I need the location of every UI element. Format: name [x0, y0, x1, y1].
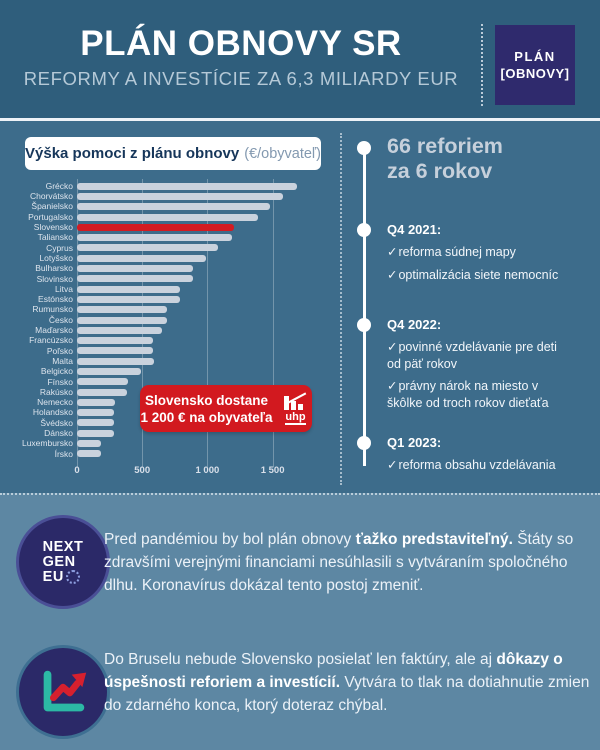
country-label: Rumunsko [32, 304, 73, 315]
country-label: Poľsko [46, 345, 73, 356]
country-label: Grécko [45, 180, 73, 191]
milestone-item-text: povinné vzdelávanie pre deti od päť rokov [387, 340, 557, 371]
country-label: Nemecko [37, 397, 73, 408]
milestone-item [387, 339, 572, 372]
x-tick-label: 500 [134, 465, 151, 477]
bar-chart [12, 181, 347, 479]
chart-title-unit: (€/obyvateľ) [244, 145, 321, 162]
country-label: Litva [55, 283, 73, 294]
chart-row [12, 232, 347, 242]
country-label: Španielsko [31, 201, 73, 212]
milestone-quarter: Q4 2022: [387, 317, 442, 332]
nextgen-eu-logo [16, 515, 110, 609]
check-icon: ✓ [387, 245, 398, 259]
country-label: Maďarsko [35, 325, 73, 336]
chart-bar [77, 255, 206, 262]
chart-title [25, 137, 321, 170]
plan-obnovy-logo [495, 25, 575, 105]
nextgen-eu-text [43, 540, 84, 585]
chart-row [12, 335, 347, 345]
milestone-item [387, 378, 572, 411]
timeline-milestone [352, 317, 567, 417]
milestone-item [387, 244, 572, 261]
x-axis [74, 465, 347, 479]
eu-stars-icon [66, 570, 80, 584]
timeline-dot [357, 318, 371, 332]
country-label: Portugalsko [28, 211, 73, 222]
chart-bar [77, 244, 218, 251]
chart-row [12, 191, 347, 201]
country-label: Česko [48, 314, 73, 325]
nextgen-line2: GEN [42, 553, 76, 570]
nextgen-line1: NEXT [42, 538, 84, 555]
chart-bar [77, 214, 258, 221]
nextgen-line3: EU [42, 568, 64, 585]
country-label: Taliansko [37, 232, 73, 243]
chart-bar [77, 265, 193, 272]
logo-text-line2: [OBNOVY] [500, 66, 570, 81]
line-chart-icon [34, 663, 92, 721]
timeline-heading-line2: za 6 rokov [387, 159, 493, 183]
country-label: Francúzsko [29, 335, 73, 346]
country-label: Rakúsko [39, 386, 73, 397]
country-label: Írsko [54, 448, 73, 459]
timeline-milestone [352, 435, 567, 480]
country-label: Dánsko [44, 428, 73, 439]
chart-row [12, 305, 347, 315]
chart-bar [77, 368, 141, 375]
para1-pre: Pred pandémiou by bol plán obnovy [104, 531, 356, 548]
footer-section [0, 493, 600, 750]
chart-bar [77, 378, 128, 385]
chart-bar [77, 193, 283, 200]
chart-bar [77, 306, 167, 313]
chart-row [12, 315, 347, 325]
reform-timeline [352, 121, 598, 493]
chart-row [12, 294, 347, 304]
page-subtitle: REFORMY A INVESTÍCIE ZA 6,3 MILIARDY EUR [23, 68, 459, 89]
chart-row [12, 202, 347, 212]
x-tick-label: 1 000 [195, 465, 220, 477]
milestone-item [387, 267, 572, 284]
chart-bar [77, 347, 153, 354]
chart-row [12, 366, 347, 376]
milestone-item [387, 457, 572, 474]
timeline-dot [357, 223, 371, 237]
para2-post: Vytvára to tlak na dotiahnutie zmien do zdarného konca, ktorý doteraz chýbal. [104, 674, 590, 714]
chart-bar [77, 337, 153, 344]
slovakia-callout [140, 385, 312, 432]
check-icon: ✓ [387, 379, 398, 393]
timeline-rail [363, 148, 366, 466]
para1-bold: ťažko predstaviteľný. [355, 531, 513, 548]
bar-chart-icon [284, 393, 308, 410]
chart-row [12, 253, 347, 263]
country-label: Chorvátsko [30, 191, 73, 202]
milestone-item-text: právny nárok na miesto v škôlke od troch rokov dieťaťa [387, 379, 549, 410]
timeline-milestone [352, 222, 567, 289]
footer-paragraph-1 [104, 528, 596, 597]
main-section [0, 121, 600, 493]
country-label: Estónsko [38, 294, 73, 305]
country-label: Švédsko [40, 417, 73, 428]
country-label: Luxembursko [21, 438, 73, 449]
country-label: Malta [52, 355, 73, 366]
chart-row [12, 274, 347, 284]
chart-row [12, 356, 347, 366]
check-icon: ✓ [387, 458, 398, 472]
chart-bar [77, 358, 154, 365]
country-label: Holandsko [32, 407, 73, 418]
footer-paragraph-2 [104, 648, 596, 717]
check-icon: ✓ [387, 340, 398, 354]
growth-chart-badge [16, 645, 110, 739]
timeline-heading [387, 134, 503, 184]
chart-bar [77, 183, 297, 190]
chart-row [12, 284, 347, 294]
milestone-quarter: Q1 2023: [387, 435, 442, 450]
chart-bar [77, 317, 167, 324]
chart-bar [77, 399, 115, 406]
chart-row [12, 346, 347, 356]
timeline-dot [357, 141, 371, 155]
milestone-item-text: reforma súdnej mapy [398, 245, 516, 259]
country-label: Cyprus [46, 242, 73, 253]
uhp-logo [280, 393, 312, 425]
page-title: PLÁN OBNOVY SR [80, 24, 402, 63]
callout-line2: 1 200 € na obyvateľa [140, 409, 273, 425]
chart-bar [77, 296, 180, 303]
country-label: Slovinsko [36, 273, 73, 284]
callout-text [140, 392, 272, 426]
para1-post: Štáty so zdravšími verejnými financiami nesúhlasili s vytváraním spoločného dlhu. Koronavírus dokázal tento postoj zmeniť. [104, 531, 574, 594]
header [0, 0, 600, 118]
chart-bar [77, 286, 180, 293]
x-tick-label: 1 500 [260, 465, 285, 477]
chart-row [12, 325, 347, 335]
country-label: Lotyšsko [39, 252, 73, 263]
country-label: Belgicko [40, 366, 73, 377]
chart-row [12, 243, 347, 253]
uhp-logo-text: uhp [285, 410, 306, 423]
chart-bar [77, 203, 270, 210]
chart-bar [77, 327, 162, 334]
chart-row [12, 222, 347, 232]
chart-row [12, 181, 347, 191]
chart-bar [77, 275, 193, 282]
chart-row [12, 449, 347, 459]
country-label: Slovensko [33, 222, 73, 233]
para2-bold: dôkazy o úspešnosti reforiem a investícií. [104, 651, 563, 691]
chart-row [12, 263, 347, 273]
vertical-dotted-divider [340, 133, 342, 485]
header-text [0, 24, 482, 90]
country-label: Bulharsko [35, 263, 73, 274]
milestone-item-text: optimalizácia siete nemocníc [398, 267, 559, 282]
chart-bar [77, 234, 232, 241]
milestone-item-text: reforma obsahu vzdelávania [398, 458, 556, 472]
chart-row [12, 438, 347, 448]
chart-title-bold: Výška pomoci z plánu obnovy [25, 145, 240, 162]
check-icon: ✓ [387, 267, 398, 282]
milestone-quarter: Q4 2021: [387, 222, 442, 237]
chart-bar [77, 389, 127, 396]
chart-bar [77, 419, 114, 426]
header-dotted-divider [481, 24, 483, 106]
chart-row [12, 212, 347, 222]
logo-text-line1: PLÁN [514, 49, 556, 64]
timeline-dot [357, 436, 371, 450]
country-label: Fínsko [47, 376, 73, 387]
chart-bar [77, 224, 234, 231]
timeline-heading-line1: 66 reforiem [387, 134, 503, 158]
para2-pre: Do Bruselu nebude Slovensko posielať len faktúry, ale aj [104, 651, 497, 668]
chart-bar [77, 440, 101, 447]
chart-bar [77, 430, 114, 437]
chart-bar [77, 409, 114, 416]
x-tick-label: 0 [74, 465, 80, 477]
callout-line1: Slovensko dostane [144, 392, 269, 408]
chart-bar [77, 450, 101, 457]
